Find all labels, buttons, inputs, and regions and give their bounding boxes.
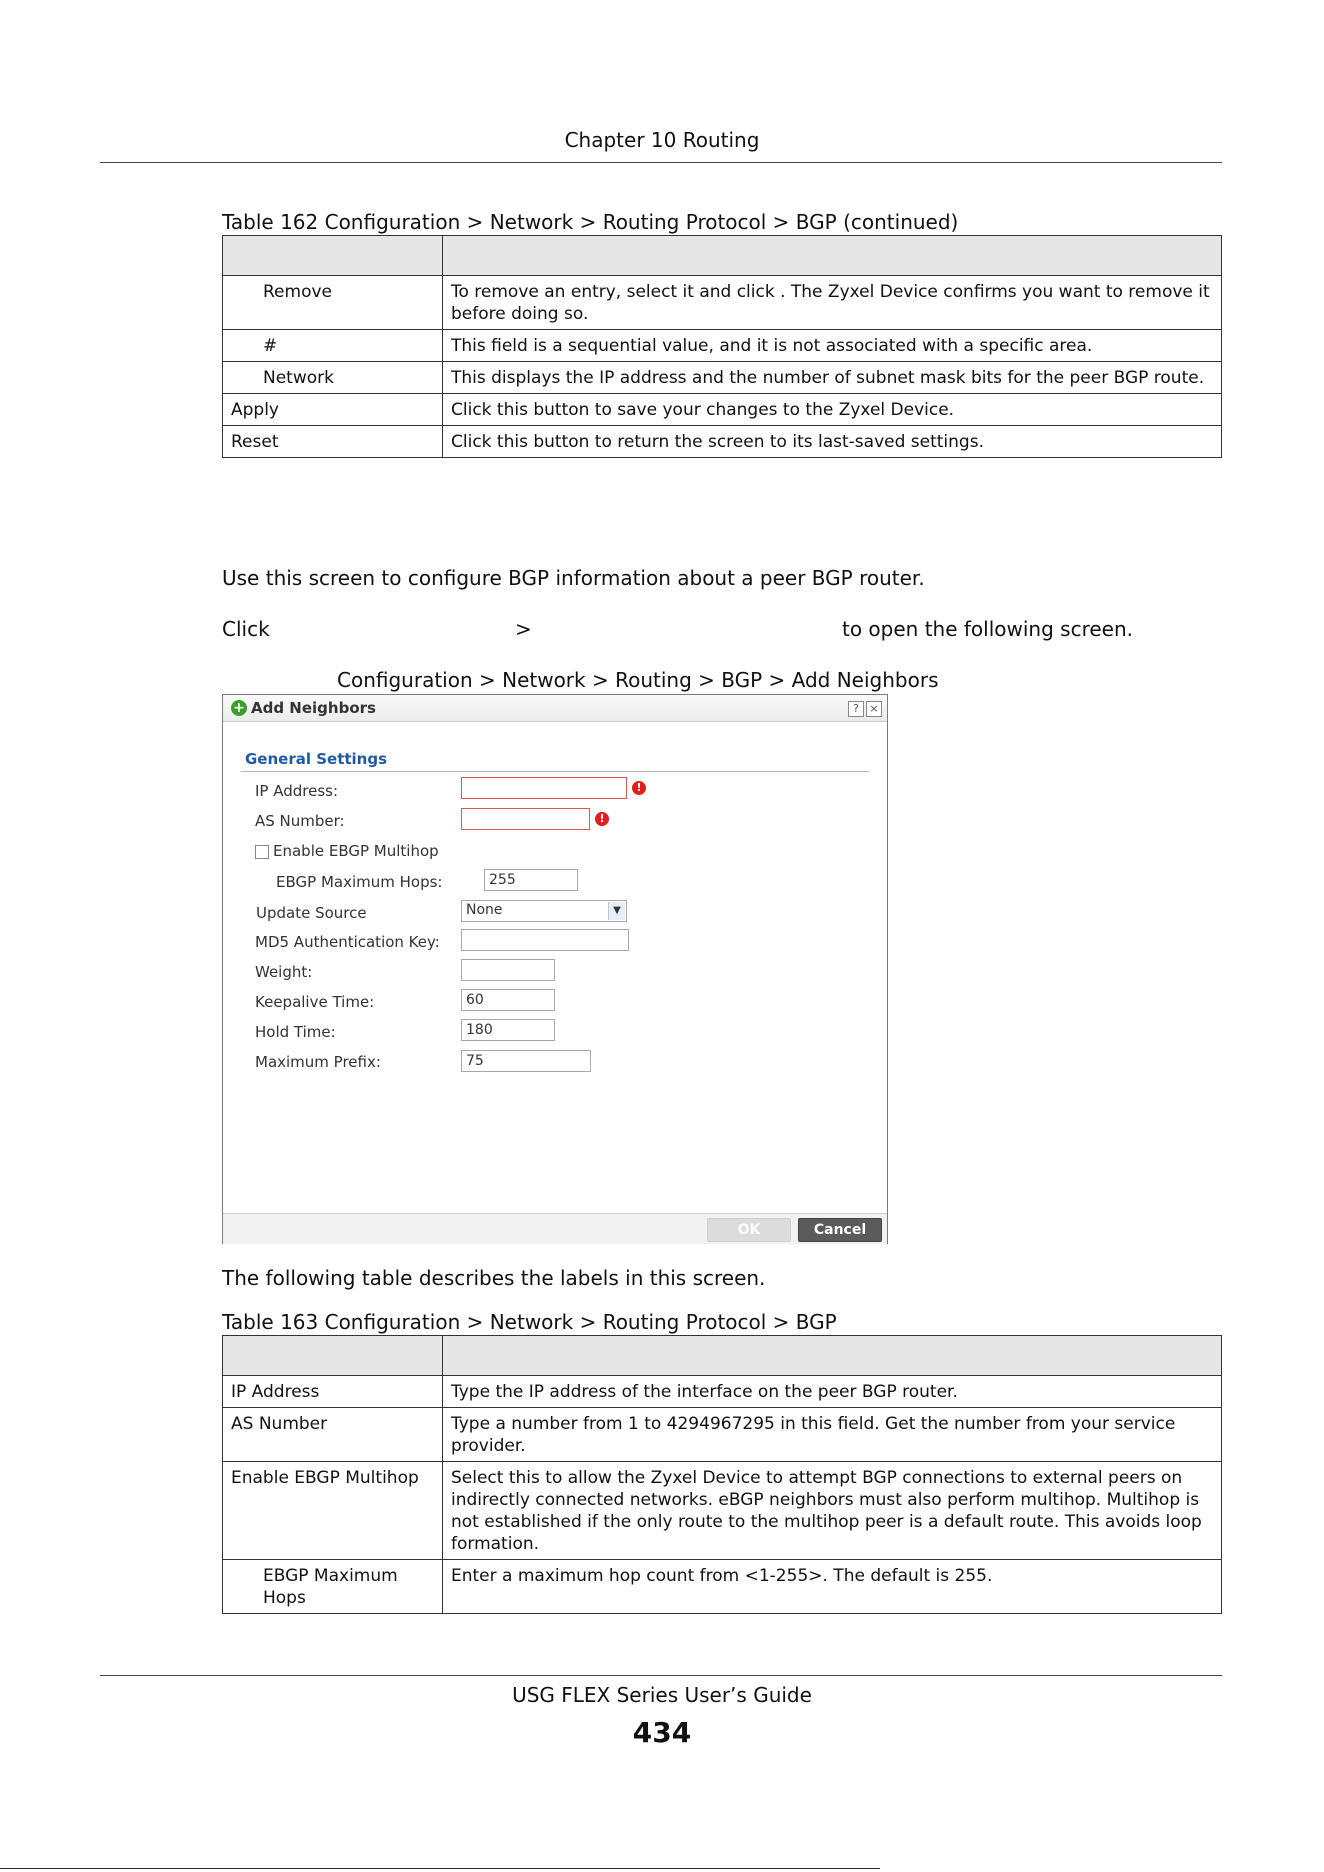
- footer-rule: [100, 1675, 1222, 1676]
- click-prefix: Click: [222, 617, 270, 641]
- row-label: IP Address: [223, 1376, 443, 1408]
- row-description: This field is a sequential value, and it is not associated with a specific area.: [443, 330, 1222, 362]
- row-description: Select this to allow the Zyxel Device to attempt BGP connections to external peers on indirectly connected networks. eBGP neighbors must also perform multihop. Multihop is not established if the only route to the multihop peer is a default route. This avoids loop formation.: [443, 1462, 1222, 1560]
- header-cell: [223, 1336, 443, 1376]
- row-label: Apply: [223, 394, 443, 426]
- table-row: [223, 1376, 1222, 1408]
- row-description: Enter a maximum hop count from <1-255>. The default is 255.: [443, 1560, 1222, 1614]
- header-rule: [100, 162, 1222, 163]
- table-162: [222, 235, 1222, 458]
- as-number-input[interactable]: [461, 808, 590, 830]
- table-row: [223, 1560, 1222, 1614]
- row-label: EBGP Maximum Hops: [223, 1560, 443, 1614]
- md5-key-input[interactable]: [461, 929, 629, 951]
- row-description: Click this button to save your changes to the Zyxel Device.: [443, 394, 1222, 426]
- table-row: [223, 276, 1222, 330]
- intro-paragraph: Use this screen to configure BGP information about a peer BGP router.: [222, 566, 925, 590]
- table-row: [223, 330, 1222, 362]
- table-163: [222, 1335, 1222, 1614]
- help-icon[interactable]: ?: [848, 701, 864, 717]
- row-label: Network: [223, 362, 443, 394]
- table-162-caption: Table 162 Configuration > Network > Routing Protocol > BGP (continued): [222, 210, 959, 234]
- close-icon[interactable]: ×: [866, 701, 882, 717]
- section-divider: [241, 771, 869, 772]
- chapter-header: Chapter 10 Routing: [564, 128, 760, 152]
- hold-time-label: Hold Time:: [255, 1023, 336, 1041]
- table-header-row: [223, 236, 1222, 276]
- weight-input[interactable]: [461, 959, 555, 981]
- ip-address-input[interactable]: [461, 777, 627, 799]
- bottom-edge-line: [0, 1868, 880, 1869]
- required-error-icon: !: [595, 812, 609, 826]
- row-label: AS Number: [223, 1408, 443, 1462]
- row-label: Remove: [223, 276, 443, 330]
- update-source-value: None: [466, 902, 503, 918]
- row-description: To remove an entry, select it and click . The Zyxel Device confirms you want to remove it before doing so.: [443, 276, 1222, 330]
- figure-caption: Configuration > Network > Routing > BGP > Add Neighbors: [337, 668, 939, 692]
- table-row: [223, 1462, 1222, 1560]
- add-icon: +: [231, 700, 247, 716]
- header-cell: [443, 236, 1222, 276]
- ebgp-max-hops-label: EBGP Maximum Hops:: [276, 873, 443, 891]
- ip-address-label: IP Address:: [255, 782, 339, 800]
- table-row: [223, 394, 1222, 426]
- row-label: Reset: [223, 426, 443, 458]
- keepalive-time-label: Keepalive Time:: [255, 993, 375, 1011]
- ok-button[interactable]: OK: [707, 1218, 791, 1242]
- click-separator: >: [515, 617, 532, 641]
- page-number: 434: [632, 1716, 692, 1749]
- row-description: Click this button to return the screen to its last-saved settings.: [443, 426, 1222, 458]
- dialog-title: Add Neighbors: [251, 699, 376, 717]
- table-header-row: [223, 1336, 1222, 1376]
- cancel-button[interactable]: Cancel: [798, 1218, 882, 1242]
- ebgp-max-hops-input[interactable]: [484, 869, 578, 891]
- hold-time-input[interactable]: [461, 1019, 555, 1041]
- as-number-label: AS Number:: [255, 812, 345, 830]
- row-description: Type a number from 1 to 4294967295 in this field. Get the number from your service provider.: [443, 1408, 1222, 1462]
- chevron-down-icon[interactable]: ▼: [608, 902, 625, 920]
- row-description: This displays the IP address and the number of subnet mask bits for the peer BGP route.: [443, 362, 1222, 394]
- table-row: [223, 1408, 1222, 1462]
- update-source-select[interactable]: [461, 900, 627, 922]
- table-row: [223, 426, 1222, 458]
- table-intro-paragraph: The following table describes the labels in this screen.: [222, 1266, 766, 1290]
- header-cell: [223, 236, 443, 276]
- row-label: #: [223, 330, 443, 362]
- maximum-prefix-label: Maximum Prefix:: [255, 1053, 381, 1071]
- header-cell: [443, 1336, 1222, 1376]
- row-label: Enable EBGP Multihop: [223, 1462, 443, 1560]
- dialog-footer: [223, 1213, 887, 1244]
- maximum-prefix-input[interactable]: [461, 1050, 591, 1072]
- add-neighbors-dialog: [222, 694, 888, 1244]
- general-settings-title: General Settings: [245, 750, 388, 768]
- required-error-icon: !: [632, 781, 646, 795]
- table-row: [223, 362, 1222, 394]
- update-source-label: Update Source: [256, 904, 367, 922]
- row-description: Type the IP address of the interface on the peer BGP router.: [443, 1376, 1222, 1408]
- dialog-title-bar: [223, 695, 887, 722]
- keepalive-time-input[interactable]: [461, 989, 555, 1011]
- click-suffix: to open the following screen.: [842, 617, 1133, 641]
- md5-key-label: MD5 Authentication Key:: [255, 933, 440, 951]
- weight-label: Weight:: [255, 963, 313, 981]
- enable-ebgp-multihop-label: Enable EBGP Multihop: [273, 842, 439, 860]
- guide-title: USG FLEX Series User’s Guide: [512, 1683, 812, 1707]
- table-163-caption: Table 163 Configuration > Network > Routing Protocol > BGP: [222, 1310, 837, 1334]
- enable-ebgp-multihop-checkbox[interactable]: [255, 845, 269, 859]
